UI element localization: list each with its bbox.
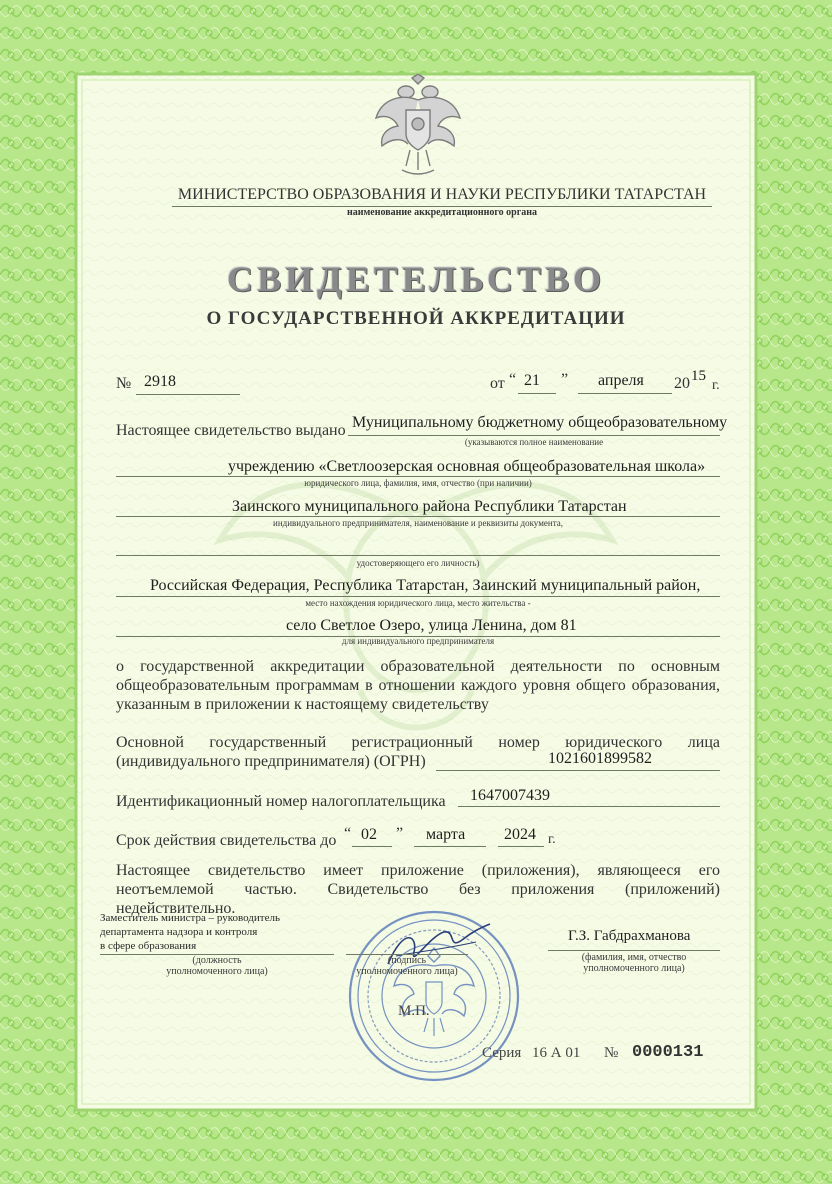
signer-position-line-2: департамента надзора и контроля [100, 926, 258, 938]
issued-underline-2 [116, 476, 720, 477]
year-prefix: 20 [674, 375, 690, 392]
validity-label: Срок действия свидетельства до [116, 832, 337, 849]
ministry-name: МИНИСТЕРСТВО ОБРАЗОВАНИЯ И НАУКИ РЕСПУБЛИКИ ТАТАРСТАН [177, 186, 707, 203]
ministry-caption: наименование аккредитационного органа [346, 207, 538, 218]
serial-number-prefix: № [604, 1045, 619, 1061]
issued-caption-5: место нахождения юридического лица, место жительства - [305, 598, 531, 608]
number-underline [136, 394, 240, 395]
validity-quote-close: ” [396, 825, 404, 842]
inn-value: 1647007439 [470, 787, 550, 804]
certificate-number: 2918 [144, 373, 176, 390]
issued-underline-4 [116, 555, 720, 556]
signer-name: Г.З. Габдрахманова [568, 928, 691, 944]
validity-year-end: г. [548, 832, 556, 847]
ogrn-value: 1021601899582 [548, 750, 652, 767]
issue-day: 21 [524, 372, 540, 389]
inn-label: Идентификационный номер налогоплательщика [116, 793, 446, 810]
issued-underline-1 [348, 435, 720, 436]
accreditation-line-2: общеобразовательным программам в отношении каждого уровня общего образования, [116, 677, 720, 694]
document-title: СВИДЕТЕЛЬСТВО [226, 259, 606, 299]
accreditation-line-1: о государственной аккредитации образовательной деятельности по основным [116, 658, 720, 675]
serial-label: Серия [482, 1045, 522, 1061]
issued-line-3: Заинского муниципального района Республики Татарстан [232, 498, 627, 515]
issued-line-6: село Светлое Озеро, улица Ленина, дом 81 [286, 617, 577, 634]
ogrn-label: (индивидуального предпринимателя) (ОГРН) [116, 753, 426, 770]
serial-number: 0000131 [632, 1043, 704, 1062]
issued-line-1: Муниципальному бюджетному общеобразовательному [352, 414, 728, 431]
day-underline [518, 393, 556, 394]
document-subtitle: О ГОСУДАРСТВЕННОЙ АККРЕДИТАЦИИ [206, 308, 626, 329]
date-prefix: от [490, 375, 505, 392]
position-caption-1: (должность [192, 955, 242, 966]
issued-caption-6: для индивидуального предпринимателя [341, 636, 495, 646]
signature-caption-1: (подпись [387, 955, 427, 966]
validity-day: 02 [361, 826, 377, 843]
appendix-line-2: неотъемлемой частью. Свидетельство без приложения (приложений) [116, 881, 720, 898]
coat-of-arms-emblem [372, 74, 464, 178]
issued-caption-4: удостоверяющего его личность) [356, 558, 480, 568]
date-quote-close: ” [561, 371, 569, 388]
signature-caption-2: уполномоченного лица) [356, 966, 458, 977]
issued-underline-5 [116, 596, 720, 597]
validity-month-underline [414, 846, 486, 847]
validity-year-underline [498, 846, 544, 847]
number-prefix: № [116, 375, 132, 392]
signer-position-line-1: Заместитель министра – руководитель [100, 912, 280, 924]
validity-day-underline [352, 846, 392, 847]
seal-place-label: М.П. [398, 1003, 430, 1019]
issue-month: апреля [598, 372, 644, 389]
year-end: г. [712, 378, 720, 393]
issued-underline-3 [116, 516, 720, 517]
serial-series: 16 А 01 [532, 1045, 581, 1061]
name-caption-2: уполномоченного лица) [583, 963, 685, 974]
date-quote-open: “ [509, 371, 517, 388]
appendix-line-3: недействительно. [116, 900, 236, 917]
issued-caption-3: индивидуального предпринимателя, наименование и реквизиты документа, [273, 518, 563, 528]
position-caption-2: уполномоченного лица) [166, 966, 268, 977]
ogrn-line-1: Основной государственный регистрационный номер юридического лица [116, 734, 720, 751]
year-suffix: 15 [691, 368, 706, 384]
validity-month: марта [426, 826, 466, 843]
issued-label: Настоящее свидетельство выдано [116, 422, 346, 439]
appendix-line-1: Настоящее свидетельство имеет приложение (приложения), являющееся его [116, 862, 720, 879]
issued-line-5: Российская Федерация, Республика Татарстан, Заинский муниципальный район, [150, 577, 701, 594]
validity-year: 2024 [504, 826, 536, 843]
accreditation-line-3: указанным в приложении к настоящему свидетельству [116, 696, 489, 713]
issued-caption-1: (указываются полное наименование [464, 437, 604, 447]
inn-underline [458, 806, 720, 807]
issued-caption-2: юридического лица, фамилия, имя, отчество (при наличии) [304, 478, 532, 488]
validity-quote-open: “ [344, 825, 352, 842]
signer-position-line-3: в сфере образования [100, 940, 197, 952]
ogrn-underline [436, 770, 720, 771]
name-caption-1: (фамилия, имя, отчество [581, 952, 687, 963]
issued-line-2: учреждению «Светлоозерская основная общеобразовательная школа» [228, 458, 706, 475]
name-underline [548, 950, 720, 951]
month-underline [578, 393, 672, 394]
